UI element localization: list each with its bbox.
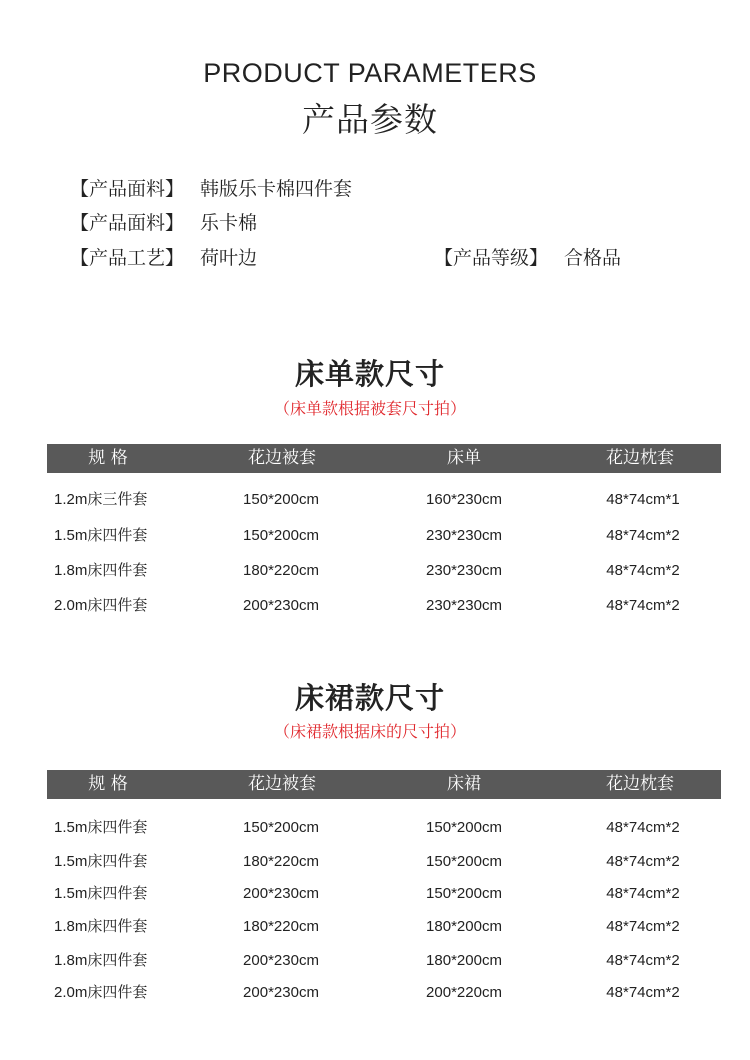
page-title-cn: 产品参数: [302, 100, 438, 139]
section-subtitle-skirt: （床裙款根据床的尺寸拍）: [273, 722, 466, 741]
cell-pillowcase: 48*74cm*2: [606, 918, 680, 935]
column-header-pillowcase: 花边枕套: [606, 774, 674, 794]
cell-duvet: 150*200cm: [243, 491, 319, 508]
cell-pillowcase: 48*74cm*1: [606, 491, 680, 508]
param-label: 【产品面料】: [70, 178, 185, 200]
section-title-sheet: 床单款尺寸: [294, 357, 445, 391]
column-header-duvet: 花边被套: [248, 774, 316, 794]
table-header-sheet: [47, 444, 721, 473]
param-value: 乐卡棉: [200, 212, 258, 234]
cell-bed-skirt: 150*200cm: [426, 819, 502, 836]
cell-spec: 1.5m床四件套: [54, 527, 148, 544]
table-row: [47, 982, 721, 1004]
cell-duvet: 180*220cm: [243, 918, 319, 935]
cell-spec: 2.0m床四件套: [54, 597, 148, 614]
cell-pillowcase: 48*74cm*2: [606, 984, 680, 1001]
cell-duvet: 180*220cm: [243, 562, 319, 579]
cell-spec: 1.5m床四件套: [54, 853, 148, 870]
param-value: 荷叶边: [200, 247, 258, 269]
table-row: [47, 525, 721, 547]
cell-pillowcase: 48*74cm*2: [606, 853, 680, 870]
param-label: 【产品等级】: [434, 247, 549, 269]
cell-sheet: 230*230cm: [426, 527, 502, 544]
table-header-skirt: [47, 770, 721, 799]
param-label: 【产品工艺】: [70, 247, 185, 269]
section-title-skirt: 床裙款尺寸: [294, 681, 445, 715]
table-row: [47, 560, 721, 582]
column-header-spec: 规 格: [88, 774, 128, 794]
table-row: [47, 595, 721, 617]
cell-spec: 1.8m床四件套: [54, 952, 148, 969]
param-value: 合格品: [564, 247, 622, 269]
param-value: 韩版乐卡棉四件套: [200, 178, 353, 200]
column-header-sheet: 床单: [447, 448, 481, 468]
cell-duvet: 200*230cm: [243, 952, 319, 969]
cell-duvet: 200*230cm: [243, 984, 319, 1001]
cell-bed-skirt: 180*200cm: [426, 918, 502, 935]
cell-pillowcase: 48*74cm*2: [606, 562, 680, 579]
cell-duvet: 180*220cm: [243, 853, 319, 870]
cell-duvet: 150*200cm: [243, 819, 319, 836]
table-row: [47, 950, 721, 972]
cell-pillowcase: 48*74cm*2: [606, 597, 680, 614]
cell-spec: 2.0m床四件套: [54, 984, 148, 1001]
cell-bed-skirt: 150*200cm: [426, 885, 502, 902]
cell-spec: 1.5m床四件套: [54, 819, 148, 836]
cell-pillowcase: 48*74cm*2: [606, 527, 680, 544]
cell-duvet: 150*200cm: [243, 527, 319, 544]
cell-duvet: 200*230cm: [243, 597, 319, 614]
table-row: [47, 489, 721, 511]
param-craft: [70, 243, 257, 270]
cell-sheet: 230*230cm: [426, 597, 502, 614]
table-row: [47, 883, 721, 905]
cell-spec: 1.8m床四件套: [54, 918, 148, 935]
column-header-pillowcase: 花边枕套: [606, 448, 674, 468]
table-row: [47, 817, 721, 839]
column-header-duvet: 花边被套: [248, 448, 316, 468]
table-row: [47, 851, 721, 873]
cell-bed-skirt: 180*200cm: [426, 952, 502, 969]
cell-spec: 1.5m床四件套: [54, 885, 148, 902]
cell-spec: 1.8m床四件套: [54, 562, 148, 579]
cell-sheet: 160*230cm: [426, 491, 502, 508]
section-subtitle-sheet: （床单款根据被套尺寸拍）: [273, 399, 466, 418]
cell-duvet: 200*230cm: [243, 885, 319, 902]
cell-spec: 1.2m床三件套: [54, 491, 148, 508]
cell-sheet: 230*230cm: [426, 562, 502, 579]
page-title-en: PRODUCT PARAMETERS: [203, 58, 537, 88]
column-header-spec: 规 格: [88, 448, 128, 468]
cell-pillowcase: 48*74cm*2: [606, 952, 680, 969]
cell-bed-skirt: 200*220cm: [426, 984, 502, 1001]
param-label: 【产品面料】: [70, 212, 185, 234]
cell-bed-skirt: 150*200cm: [426, 853, 502, 870]
cell-pillowcase: 48*74cm*2: [606, 819, 680, 836]
param-fabric: [70, 174, 352, 201]
column-header-bed-skirt: 床裙: [447, 774, 481, 794]
param-fabric-2: [70, 208, 257, 235]
cell-pillowcase: 48*74cm*2: [606, 885, 680, 902]
param-grade: [434, 243, 621, 270]
table-row: [47, 916, 721, 938]
